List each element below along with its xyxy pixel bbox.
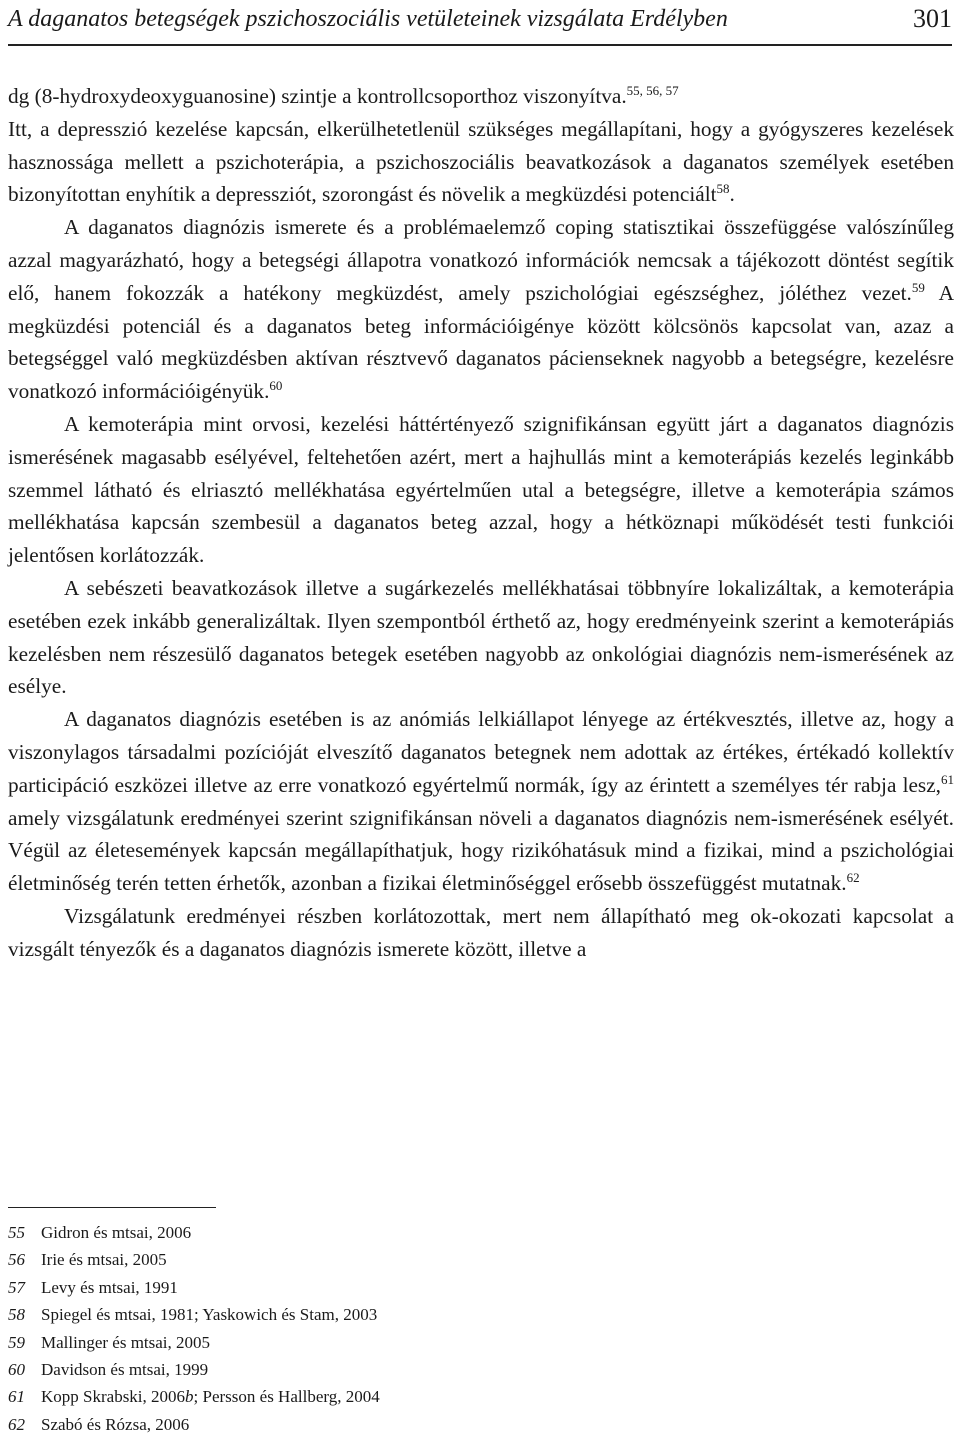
- footnote-ref-59: 59: [911, 279, 925, 295]
- paragraph-2-text: Itt, a depresszió kezelése kapcsán, elkerülhetetlenül szükséges megállapítani, hogy a gyógyszeres kezelések hasznossága mellett a pszichoterápia, a pszichoszociális beavatkozások a daganatos személyek esetében bizonyítottan enyhítik a depressziót, szorongást és növelik a megküzdési potenciált: [8, 116, 954, 207]
- paragraph-6-text-a: A daganatos diagnózis esetében is az anómiás lelkiállapot lényege az értékvesztés, illetve az, hogy a viszonylagos társadalmi pozícióját elveszítő daganatos betegnek nem adottak az értékes, értékadó kollektív participáció eszközei illetve az erre vonatkozó egyértelmű normák, így az érintett a személyes tér rabja lesz,: [8, 707, 954, 797]
- page-number: 301: [913, 4, 952, 33]
- paragraph-2-tail: .: [729, 182, 735, 207]
- footnote-separator: [8, 1207, 216, 1208]
- running-header-title: A daganatos betegségek pszichoszociális vetületeinek vizsgálata Erdélyben: [8, 5, 728, 32]
- running-header: [8, 0, 952, 38]
- paragraph-3: [8, 211, 954, 408]
- footnote-number: 58: [8, 1305, 25, 1325]
- footnote-ref-61: 61: [941, 771, 954, 787]
- footnote-text: Szabó és Rózsa, 2006: [41, 1414, 190, 1434]
- footnote-number: 60: [8, 1360, 25, 1380]
- main-text: [8, 80, 954, 966]
- paragraph-1: [8, 80, 954, 113]
- footnote-item: [8, 1301, 380, 1328]
- footnote-item: [8, 1246, 380, 1273]
- footnote-ref-55-57: 55, 56, 57: [626, 83, 679, 98]
- paragraph-5: A sebészeti beavatkozások illetve a sugárkezelés mellékhatásai többnyíre lokalizáltak, a kemoterápia esetében ezek inkább generalizáltak. Ilyen szempontból érthető az, hogy eredményeink szerint a kemoterápiás kezelésben nem részesülő daganatos betegek esetében nagyobb az onkológiai diagnózis nem-ismerésének az esélye.: [8, 575, 954, 699]
- paragraph-2: [8, 113, 954, 211]
- footnote-text: Mallinger és mtsai, 2005: [41, 1332, 211, 1352]
- footnote-number: 61: [8, 1387, 25, 1407]
- footnote-text: Davidson és mtsai, 1999: [41, 1360, 209, 1380]
- footnote-item: [8, 1383, 380, 1410]
- paragraph-7: Vizsgálatunk eredményei részben korlátozottak, mert nem állapítható meg ok-okozati kapcsolat a vizsgált tényezők és a daganatos diagnózis ismerete között, illetve a: [8, 903, 954, 961]
- footnote-item: [8, 1411, 380, 1438]
- footnote-text: [41, 1383, 380, 1410]
- footnote-text-italic: b: [185, 1387, 194, 1407]
- footnote-text: Irie és mtsai, 2005: [41, 1250, 167, 1270]
- footnote-item: [8, 1356, 380, 1383]
- footnotes: [8, 1219, 380, 1438]
- footnote-number: 62: [8, 1414, 25, 1434]
- footnote-number: 57: [8, 1277, 25, 1297]
- paragraph-6: [8, 703, 954, 900]
- footnote-ref-58: 58: [716, 181, 730, 197]
- paragraph-4: A kemoterápia mint orvosi, kezelési háttértényező szignifikánsan együtt járt a daganatos diagnózis ismerésének magasabb esélyével, feltehetően azért, mert a hajhullás mint a kemoterápiás kezelés leginkább szemmel látható és elriasztó mellékhatása egyértelműen utal a betegségre, illetve a kemoterápia számos mellékhatása kapcsán szembesül a daganatos beteg azzal, hogy a hétköznapi működését testi funkciói jelentősen korlátozzák.: [8, 411, 954, 568]
- paragraph-6-text-b: amely vizsgálatunk eredményei szerint szignifikánsan növeli a daganatos diagnózis nem-ismerésének esélyét. Végül az életesemények kapcsán megállapíthatjuk, hogy rizikóhatásuk mind a fizikai, mind a pszichológiai életminőség terén tetten érhetők, azonban a fizikai életminőséggel erősebb összefüggést mutatnak.: [8, 805, 954, 896]
- footnote-number: 56: [8, 1250, 25, 1270]
- footnote-item: [8, 1274, 380, 1301]
- footnote-text-part: ; Persson és Hallberg, 2004: [193, 1387, 380, 1407]
- footnote-item: [8, 1329, 380, 1356]
- footnote-number: 59: [8, 1332, 25, 1352]
- footnote-item: [8, 1219, 380, 1246]
- footnote-ref-62: 62: [846, 870, 860, 886]
- footnote-number: 55: [8, 1223, 25, 1242]
- footnote-text: Spiegel és mtsai, 1981; Yaskowich és Stam, 2003: [41, 1305, 378, 1325]
- paragraph-3-text-a: A daganatos diagnózis ismerete és a problémaelemző coping statisztikai összefüggése valószínűleg azzal magyarázható, hogy a betegségi állapotra vonatkozó információk nemcsak a tájékozott döntést segítik elő, hanem fokozzák a hatékony megküzdést, amely pszichológiai egészséghez, jóléthez vezet.: [8, 215, 954, 305]
- header-rule: [8, 44, 952, 46]
- footnote-text: Gidron és mtsai, 2006: [41, 1223, 192, 1242]
- paragraph-1-text: dg (8-hydroxydeoxyguanosine) szintje a kontrollcsoporthoz viszonyítva.: [8, 84, 627, 108]
- footnote-text: Levy és mtsai, 1991: [41, 1277, 178, 1297]
- footnote-text-part: Kopp Skrabski, 2006: [41, 1387, 186, 1407]
- footnote-ref-60: 60: [269, 378, 283, 394]
- paragraph-3-text-b: A megküzdési potenciál és a daganatos beteg információigénye között kölcsönös kapcsolat van, azaz a betegséggel való megküzdésben aktívan résztvevő daganatos pácienseknek nagyobb a betegségre, kezelésre vonatkozó információigényük.: [8, 280, 954, 404]
